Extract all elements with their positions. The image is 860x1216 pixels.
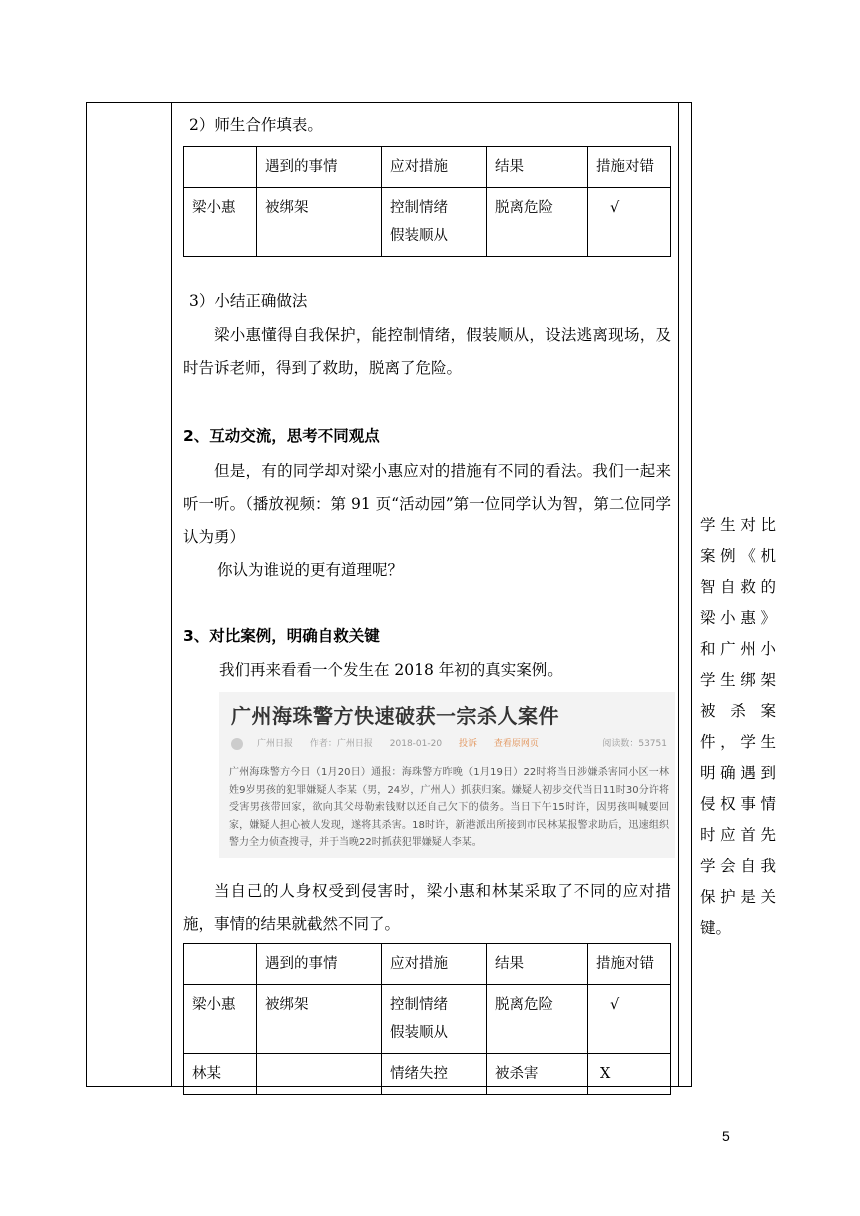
case-table-1 [183,146,671,257]
page-number: 5 [722,1128,730,1144]
news-title: 广州海珠警方快速破获一宗杀人案件 [231,704,559,728]
result-cell: 脱离危险 [487,188,588,257]
case-table-2 [183,943,671,1095]
section-3-title: 3）小结正确做法 [189,292,308,310]
header-cell: 遇到的事情 [257,944,382,985]
measure-cell [382,188,487,257]
summary-paragraph: 梁小惠懂得自我保护，能控制情绪，假装顺从，设法逃离现场，及时告诉老师，得到了救助，脱离了危险。 [183,326,671,377]
measure-line: 控制情绪 [390,997,448,1013]
heading-interactive-exchange: 2、互动交流，思考不同观点 [183,427,380,445]
measure-line: 假装顺从 [390,228,448,244]
column-divider-right [678,103,679,1086]
header-cell: 应对措施 [382,147,487,188]
event-cell: 被绑架 [257,188,382,257]
news-source: 广州日报 [257,739,294,749]
heading-compare-cases: 3、对比案例，明确自救关键 [183,627,380,645]
measure-cell: 情绪失控 [382,1054,487,1095]
name-cell: 林某 [184,1054,257,1095]
compare-paragraph: 当自己的人身权受到侵害时，梁小惠和林某采取了不同的应对措施，事情的结果就截然不同了。 [183,882,671,933]
report-link[interactable]: 投诉 [458,739,477,749]
header-cell: 措施对错 [588,944,671,985]
news-date: 2018-01-20 [389,739,443,749]
judgement-cell: √ [588,188,671,257]
header-cell: 结果 [487,944,588,985]
side-note: 学生对比案例《机智自救的梁小惠》和广州小学生绑架被杀案件，学生明确遇到侵权事情时应首先学会自我保护是关键。 [700,516,776,937]
header-cell: 遇到的事情 [257,147,382,188]
question-text: 你认为谁说的更有道理呢？ [217,561,404,579]
table-row [184,985,671,1054]
name-cell: 梁小惠 [184,985,257,1054]
header-cell: 措施对错 [588,147,671,188]
table-row [184,188,671,257]
discussion-paragraph: 但是，有的同学却对梁小惠应对的措施有不同的看法。我们一起来听一听。（播放视频：第 91 页“活动园”第一位同学认为智，第二位同学认为勇） [183,462,671,546]
measure-cell [382,985,487,1054]
header-cell: 结果 [487,147,588,188]
news-body: 广州海珠警方今日（1月20日）通报：海珠警方昨晚（1月19日）22时将当日涉嫌杀害同小区一林姓9岁男孩的犯罪嫌疑人李某（男，24岁，广州人）抓获归案。嫌疑人初步交代当日11时30分许将受害男孩带回家，欲向其父母勒索钱财以还自己欠下的债务。当日下午15时许，因男孩叫喊要回家，嫌疑人担心被人发现，遂将其杀害。18时许，新港派出所接到市民林某报警求助后，迅速组织警力全力侦查搜寻，并于当晚22时抓获犯罪嫌疑人李某。 [229,767,669,848]
result-cell: 被杀害 [487,1054,588,1095]
view-original-link[interactable]: 查看原网页 [493,739,539,749]
result-cell: 脱离危险 [487,985,588,1054]
judgement-cell: √ [588,985,671,1054]
judgement-cell: X [588,1054,671,1095]
case-intro-text: 我们再来看看一个发生在 2018 年初的真实案例。 [219,661,563,679]
news-views: 阅读数：53751 [602,739,667,749]
source-logo-icon [231,738,243,750]
event-cell [257,1054,382,1095]
table-header-row [184,944,671,985]
header-cell [184,147,257,188]
event-cell: 被绑架 [257,985,382,1054]
table-row [184,1054,671,1095]
news-meta [231,736,667,750]
section-2-title: 2）师生合作填表。 [189,116,323,134]
news-screenshot [219,692,675,858]
measure-line: 假装顺从 [390,1025,448,1041]
header-cell [184,944,257,985]
name-cell: 梁小惠 [184,188,257,257]
column-divider-left [171,103,172,1086]
news-author: 作者：广州日报 [309,739,373,749]
header-cell: 应对措施 [382,944,487,985]
table-header-row [184,147,671,188]
measure-line: 控制情绪 [390,200,448,216]
